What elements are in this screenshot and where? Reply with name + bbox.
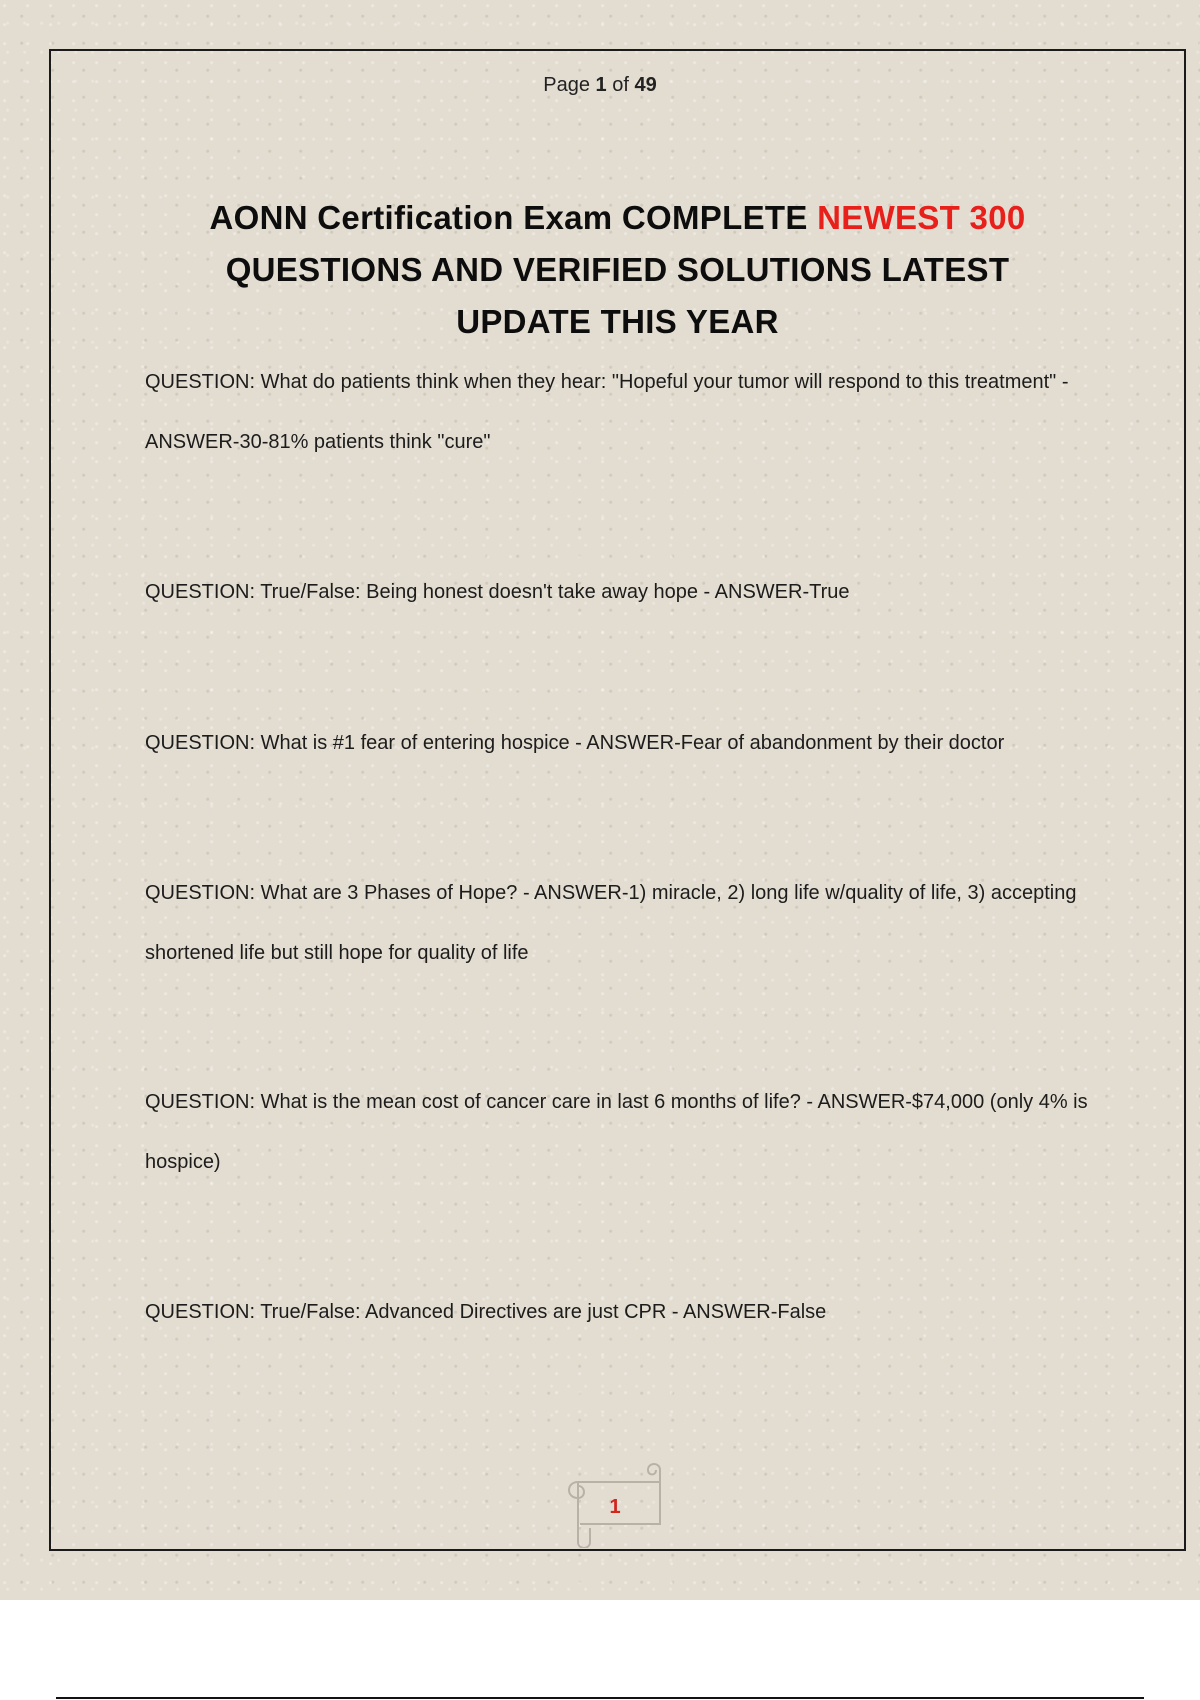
question-item: QUESTION: True/False: Being honest doesn't take away hope - ANSWER-True	[145, 581, 850, 603]
title-line-2: QUESTIONS AND VERIFIED SOLUTIONS LATEST	[225, 251, 1010, 288]
bottom-divider	[56, 1697, 1144, 1699]
title-line-3: UPDATE THIS YEAR	[456, 303, 779, 340]
page-label: Page	[543, 74, 590, 96]
question-item: QUESTION: What is the mean cost of cancer care in last 6 months of life? - ANSWER-$74,000 (only 4% is hospice)	[145, 1091, 1088, 1173]
page-indicator	[0, 74, 1200, 97]
document-title	[120, 192, 1115, 348]
of-label: of	[612, 74, 629, 96]
page-number-badge	[560, 1462, 670, 1548]
total-pages: 49	[634, 74, 657, 96]
question-item: QUESTION: What are 3 Phases of Hope? - ANSWER-1) miracle, 2) long life w/quality of life, 3) accepting shortened life but still hope for quality of life	[145, 882, 1077, 964]
question-item: QUESTION: What do patients think when they hear: "Hopeful your tumor will respond to this treatment" - ANSWER-30-81% patients think "cure"	[145, 371, 1069, 453]
title-line-1: AONN Certification Exam COMPLETE NEWEST 300	[209, 199, 1026, 236]
question-item: QUESTION: True/False: Advanced Directives are just CPR - ANSWER-False	[145, 1301, 827, 1323]
current-page: 1	[595, 74, 607, 96]
page-number: 1	[609, 1496, 621, 1518]
question-item: QUESTION: What is #1 fear of entering hospice - ANSWER-Fear of abandonment by their doctor	[145, 732, 1005, 754]
title-highlight: NEWEST 300	[817, 199, 1026, 236]
